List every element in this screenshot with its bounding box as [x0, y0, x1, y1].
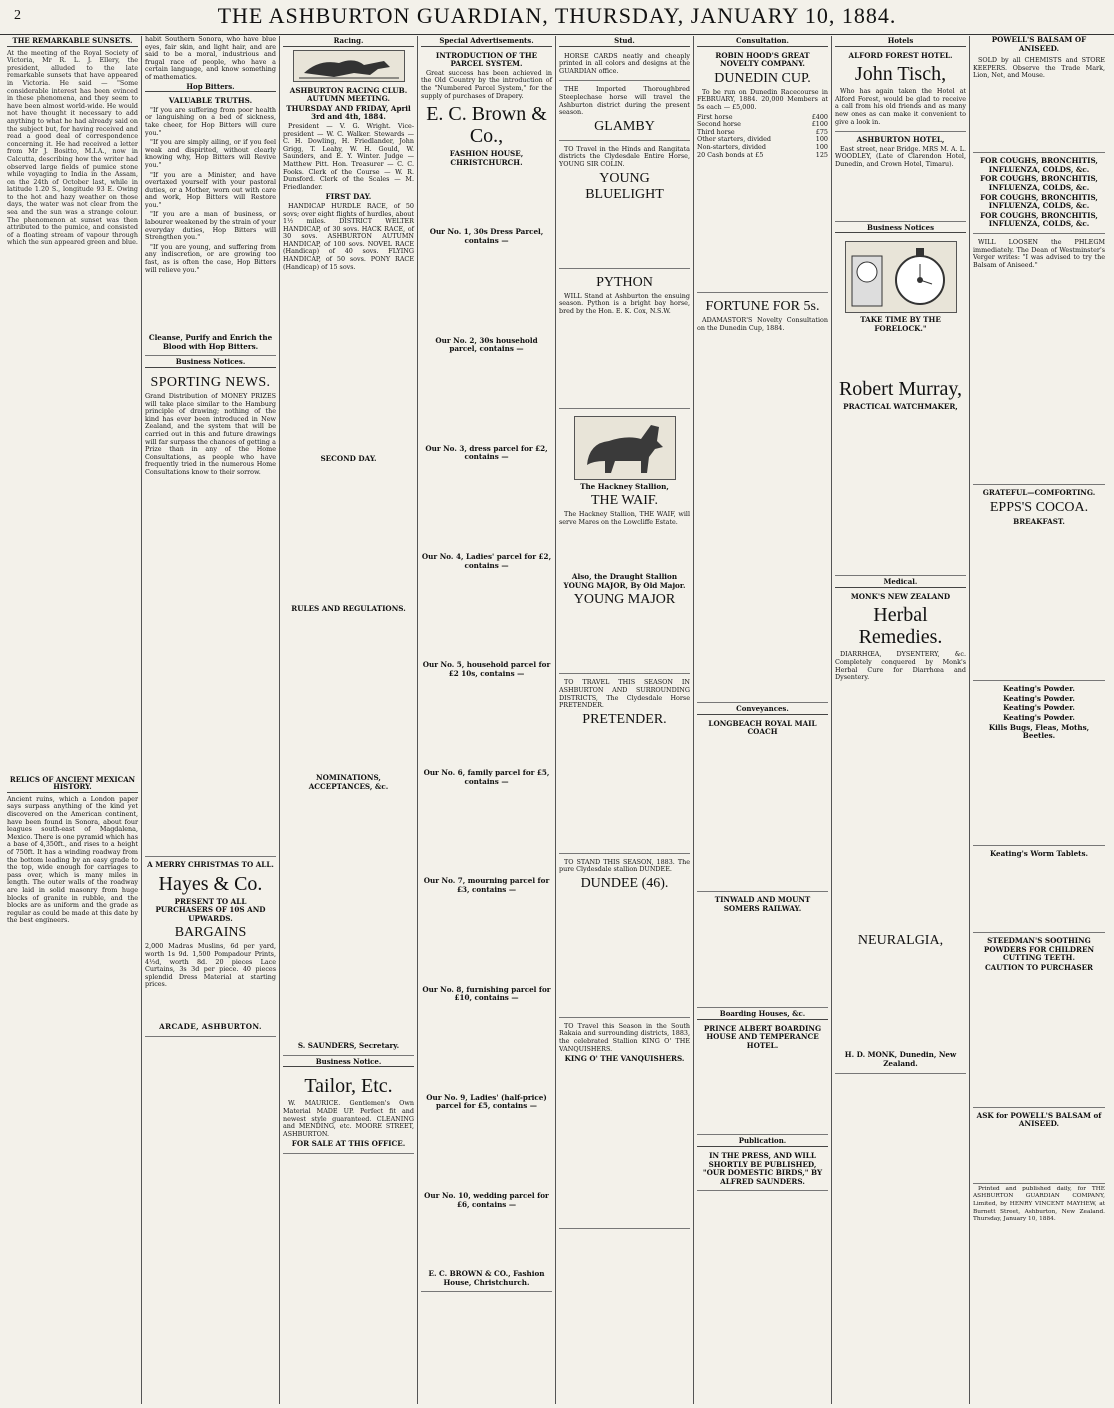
- parcel-item: Our No. 8, furnishing parcel for £10, contains —: [422, 984, 551, 1003]
- ask-powell-ad: [973, 1110, 1105, 1184]
- prize-value: 125: [815, 150, 828, 159]
- prince-albert-title: PRINCE ALBERT BOARDING HOUSE AND TEMPERANCE HOTEL.: [703, 1023, 822, 1050]
- dundee-ad: [559, 856, 690, 1018]
- the-waif-intro: The Hackney Stallion,: [580, 481, 669, 491]
- sporting-news-title: SPORTING NEWS.: [150, 375, 271, 390]
- article-heading-mexican: RELICS OF ANCIENT MEXICAN HISTORY.: [7, 776, 138, 793]
- section-conveyances: Conveyances.: [697, 705, 828, 715]
- hayes-subtitle: PRESENT TO ALL PURCHASERS OF 10S AND UPWARDS.: [155, 896, 266, 923]
- racing-rules: RULES AND REGULATIONS.: [291, 603, 406, 613]
- section-business-notices: Business Notices.: [145, 358, 276, 368]
- steedman-title: STEEDMAN'S SOOTHING POWDERS FOR CHILDREN CUTTING TEETH.: [983, 936, 1095, 963]
- section-business-notice: Business Notice.: [283, 1058, 414, 1068]
- powell-balsam-ad: [973, 54, 1105, 153]
- ask-powell-title: ASK for POWELL'S BALSAM of ANISEED.: [976, 1110, 1102, 1129]
- racing-first-day: FIRST DAY.: [325, 192, 372, 202]
- hop-bitters-line: "If you are young, and suffering from any indiscretion, or are growing too fast, as is often the case, Hop Bitters will relieve you.": [145, 242, 276, 274]
- ashburton-hotel-title: ASHBURTON HOTEL,: [856, 135, 945, 145]
- pretender-intro: TO TRAVEL THIS SEASON IN ASHBURTON AND SURROUNDING DISTRICTS, The Clydesdale Horse PRETENDER.: [559, 678, 690, 710]
- tailor-ad: [283, 1070, 414, 1154]
- young-bluelight-ad: [559, 143, 690, 269]
- parcel-system-intro: Great success has been achieved in the Old Country by the introduction of the "Numbered Parcel System," for the supply of purchases of Drapery.: [421, 68, 552, 100]
- neuralgia-title: NEURALGIA,: [857, 933, 944, 949]
- epps-cocoa-name: EPPS'S COCOA.: [989, 499, 1089, 515]
- keatings-worm-ad: [973, 848, 1105, 934]
- glamby-name: GLAMBY: [594, 118, 655, 134]
- the-waif-body: The Hackney Stallion, THE WAIF, will serve Mares on the Lowcliffe Estate.: [559, 510, 690, 526]
- king-vanquishers-ad: [559, 1020, 690, 1229]
- ec-brown-address: FASHION HOUSE, CHRISTCHURCH.: [449, 149, 524, 167]
- prize-label: First horse: [697, 112, 733, 121]
- keatings-powder-ad: [973, 683, 1105, 846]
- herbal-remedies-title: Herbal Remedies.: [858, 604, 943, 649]
- keatings-line: Keating's Powder.: [1003, 684, 1075, 694]
- john-tisch-name: John Tisch,: [854, 63, 947, 86]
- keatings-worm-title: Keating's Worm Tablets.: [989, 848, 1089, 858]
- hayes-body: 2,000 Madras Muslins, 6d per yard, worth 1s 9d. 1,500 Pompadour Prints, 4½d, worth 8d. 20 pieces Lace Curtains, 3s 3d per piece. 40 pieces splendid Dress Material at starting prices.: [145, 942, 276, 989]
- column-6: [694, 36, 832, 1404]
- powell-balsam-title: POWELL'S BALSAM OF ANISEED.: [991, 36, 1087, 53]
- sporting-news-body: Grand Distribution of MONEY PRIZES will take place similar to the Hamburg principle of drawing; nothing of the kind has ever been introduced in New Zealand, and the system that will be carried out in this and future drawings will far surpass the chances of getting a Prize than in any of the Home Consultations, as people who have frequently tried in the numerous Home Consultations know to their sorrow.: [145, 392, 276, 476]
- alford-forest-ad: [835, 50, 966, 133]
- keatings-line: Keating's Powder.: [1003, 703, 1075, 713]
- monk-remedies-ad: [835, 591, 966, 1074]
- section-boarding: Boarding Houses, &c.: [697, 1010, 828, 1020]
- racing-secretary: S. SAUNDERS, Secretary.: [297, 1041, 400, 1051]
- horse-cards-text: HORSE CARDS neatly and cheaply printed in all colors and designs at the GUARDIAN office.: [559, 51, 690, 75]
- coughs-line: FOR COUGHS, BRONCHITIS, INFLUENZA, COLDS, &c.: [980, 174, 1098, 192]
- young-bluelight-name: YOUNG BLUELIGHT: [585, 170, 664, 202]
- phlegm-body: WILL LOOSEN the PHLEGM immediately. The Dean of Westminster's Verger writes: "I was advised to try the Balsam of Aniseed.": [973, 237, 1105, 269]
- parcel-item: Our No. 1, 30s Dress Parcel, contains —: [429, 227, 544, 245]
- glamby-intro: THE Imported Thoroughbred Steeplechase horse will travel the Ashburton district during the present season.: [559, 85, 690, 117]
- tinwald-railway-title: TINWALD AND MOUNT SOMERS RAILWAY.: [714, 894, 811, 913]
- coughs-line: FOR COUGHS, BRONCHITIS, INFLUENZA, COLDS, &c.: [980, 192, 1098, 211]
- tailor-title: Tailor, Etc.: [304, 1075, 393, 1098]
- prize-label: Other starters, divided: [697, 135, 772, 144]
- section-racing: Racing.: [283, 37, 414, 47]
- python-body: WILL Stand at Ashburton the ensuing season. Python is a bright bay horse, bred by the Hon. E. K. Cox, N.S.W.: [559, 291, 690, 315]
- python-name: PYTHON: [596, 274, 653, 290]
- young-major-name: YOUNG MAJOR: [573, 592, 676, 608]
- keatings-kills: Kills Bugs, Fleas, Moths, Beetles.: [988, 722, 1090, 741]
- prince-albert-ad: [697, 1023, 828, 1136]
- sporting-news-ad: [145, 371, 276, 857]
- robert-murray-ad: [835, 236, 966, 576]
- hop-bitters-subtitle: VALUABLE TRUTHS.: [168, 96, 253, 106]
- robert-murray-name: Robert Murray,: [838, 377, 963, 400]
- robin-hood-ad: [697, 50, 828, 294]
- hop-bitters-line: "If you are suffering from poor health or languishing on a bed of sickness, take cheer, for Hop Bitters will cure you.": [145, 105, 276, 137]
- pretender-ad: [559, 676, 690, 853]
- column-2: [142, 36, 280, 1404]
- keatings-line: Keating's Powder.: [1003, 712, 1075, 722]
- racing-club-officers: President — V. G. Wright. Vice-president — W. C. Walker. Stewards — C. H. Dowling, H. Friedlander, John Grigg, T. Leahy, W. H. Gould, W. Saunders, and E. Y. Winter. Judge — Matthew Pitt. Hon. Treasurer — C. C. Fooks. Clerk of the Course — W. R. Dunsford. Clerk of the Scales — M. Friedlander.: [283, 121, 414, 191]
- parcel-system-ad: [421, 50, 552, 1293]
- robert-murray-trade: PRACTICAL WATCHMAKER,: [843, 401, 958, 411]
- newspaper-title: THE ASHBURTON GUARDIAN, THURSDAY, JANUARY 10, 1884.: [217, 3, 897, 28]
- prize-label: Second horse: [697, 120, 741, 129]
- parcel-item: Our No. 3, dress parcel for £2, contains —: [425, 443, 548, 462]
- prize-row: [697, 152, 828, 160]
- prize-value: 100: [815, 142, 828, 151]
- epps-cocoa-tagline: GRATEFUL—COMFORTING.: [982, 487, 1096, 497]
- horse-cards-ad: [559, 50, 690, 82]
- section-business-notices-2: Business Notices: [835, 224, 966, 234]
- robin-hood-title: ROBIN HOOD'S GREAT NOVELTY COMPANY.: [715, 50, 810, 69]
- section-consultation: Consultation.: [697, 37, 828, 47]
- article-body-mexican: Ancient ruins, which a London paper says surpass anything of the kind yet discovered on the American continent, have been found in Sonora, about four leagues south-east of Magdalena, Mexico. There is one pyramid which has a base of 4,350ft., and rises to a height of 750ft. It has a winding roadway from the bottom leading by an easy grade to the top, wide enough for carriages to pass over, which is many miles in length. The outer walls of the roadway are laid in solid masonry from huge blocks of granite in rubble, and the blocks are as uniform and the grade as regular as could be made at this date by the best engineers.: [7, 794, 138, 925]
- section-stud: Stud.: [559, 37, 690, 47]
- parcel-system-title: INTRODUCTION OF THE PARCEL SYSTEM.: [435, 50, 538, 69]
- prize-value: £75: [815, 127, 828, 136]
- imprint: Printed and published daily, for THE ASHBURTON GUARDIAN COMPANY, Limited, by HENRY VINCENT MAYHEW, at Burnett Street, Ashburton, New Zealand. Thursday, January 10, 1884.: [973, 1185, 1105, 1223]
- parcel-item: Our No. 5, household parcel for £2 10s, contains —: [422, 660, 551, 678]
- tinwald-railway-ad: [697, 894, 828, 1008]
- monk-footer: H. D. MONK, Dunedin, New Zealand.: [844, 1050, 957, 1068]
- section-publication: Publication.: [697, 1137, 828, 1147]
- king-vanquishers-name: KING O' THE VANQUISHERS.: [564, 1054, 685, 1064]
- adamastor-ad: [697, 295, 828, 703]
- prize-label: Third horse: [697, 127, 735, 136]
- parcel-item: Our No. 6, family parcel for £5, contains —: [423, 768, 550, 786]
- column-5: [556, 36, 694, 1404]
- parcel-item: Our No. 4, Ladies' parcel for £2, contains —: [421, 551, 552, 570]
- column-4: [418, 36, 556, 1404]
- python-ad: [559, 271, 690, 409]
- fortune-title: FORTUNE FOR 5s.: [705, 299, 820, 315]
- masthead: [0, 0, 1114, 35]
- hop-bitters-line: "If you are simply ailing, or if you feel weak and dispirited, without clearly knowing why, Hop Bitters will Revive you.": [145, 138, 276, 169]
- hop-bitters-line: "If you are a Minister, and have overtaxed yourself with your pastoral duties, or a Mother, worn out with care and work, Hop Bitters will Restore you.": [145, 170, 276, 209]
- section-special-ads: Special Advertisements.: [421, 37, 552, 47]
- parcel-item: Our No. 9, Ladies' (half-price) parcel for £5, contains —: [426, 1092, 547, 1111]
- racing-races: HANDICAP HURDLE RACE, of 50 sovs; over eight flights of hurdles, about 1½ miles. DISTRICT WELTER HANDICAP, of 30 sovs. HACK RACE, of 30 sovs. ASHBURTON AUTUMN HANDICAP, of 100 sovs. NOVEL RACE (Handicap) of 40 sovs. FLYING HANDICAP, of 50 sovs. PONY RACE (Handicap) of 15 sovs.: [283, 201, 414, 271]
- longbeach-coach-ad: [697, 718, 828, 892]
- parcel-item: Our No. 2, 30s household parcel, contains —: [435, 335, 538, 354]
- forelock-caption: TAKE TIME BY THE FORELOCK.": [860, 315, 941, 333]
- adamastor-body: ADAMASTOR'S Novelty Consultation on the Dunedin Cup, 1884.: [697, 316, 828, 332]
- prize-value: £100: [811, 120, 828, 129]
- section-hop-bitters: Hop Bitters.: [145, 83, 276, 93]
- robin-hood-body: To be run on Dunedin Racecourse in FEBRUARY, 1884. 20,000 Members at 5s each — £5,000.: [697, 87, 828, 111]
- column-8: [970, 36, 1108, 1404]
- hop-bitters-ad: [145, 95, 276, 356]
- article-body-sunsets: At the meeting of the Royal Society of Victoria, Mr R. L. J. Ellery, the president, alluded to the late remarkable sunsets that have appeared in Victoria. He said — "Some considerable interest has been evinced in these phenomena, and they seem to have been almost world-wide. He would not have thought it necessary to add anything to what he had already said on the subject but, for having received and read a good deal of correspondence concerning it. He had received a letter from Mr J. Bositto, M.I.A., now in Calcutta, describing how the writer had observed large fields of pumice stone while voyaging to India in the Assam, on the 24th of October last, while in latitude 1.20 S., longitude 93 E. Owing to the hot and hazy weather on those days, the water was not clear from the sea and the sun was a strange colour. The phenomenon at sunset was then attributed to the pumice, and consisted of a floating stream of vapour through which the sun appeared green and blue.: [7, 48, 138, 247]
- dundee-name: DUNDEE (46).: [580, 875, 669, 891]
- prize-value: 100: [815, 135, 828, 144]
- hayes-bargains: BARGAINS: [174, 925, 247, 941]
- the-waif-name: THE WAIF.: [590, 493, 659, 509]
- stallion-icon: [574, 416, 676, 480]
- parcel-item: Our No. 10, wedding parcel for £6, contains —: [424, 1191, 549, 1209]
- prize-label: Non-starters, divided: [697, 142, 766, 151]
- dundee-intro: TO STAND THIS SEASON, 1883. The pure Clydesdale stallion DUNDEE.: [559, 857, 690, 874]
- steedman-ad: [973, 935, 1105, 1107]
- racing-club-title: ASHBURTON RACING CLUB. AUTUMN MEETING.: [289, 85, 408, 104]
- racing-second-day: SECOND DAY.: [320, 453, 377, 463]
- dunedin-cup-title: DUNEDIN CUP.: [714, 70, 811, 86]
- column-7: [832, 36, 970, 1404]
- article-heading-sunsets: THE REMARKABLE SUNSETS.: [7, 37, 138, 47]
- racing-club-ad: [283, 85, 414, 1056]
- powell-balsam-body: SOLD by all CHEMISTS and STORE KEEPERS. Observe the Trade Mark, Lion, Net, and Mouse.: [973, 56, 1105, 80]
- alford-forest-title: ALFORD FOREST HOTEL.: [848, 50, 953, 60]
- monk-remedies-sub: MONK'S NEW ZEALAND: [850, 591, 951, 601]
- hayes-ad: [145, 859, 276, 1037]
- article-continuation: habit Southern Sonora, who have blue eyes, fair skin, and light hair, and are said to be a moral, industrious and frugal race of people, who have a certain language, and know something of mathematics.: [145, 36, 276, 81]
- domestic-birds-ad: [697, 1150, 828, 1191]
- column-1: [4, 36, 142, 1404]
- for-sale-notice: FOR SALE AT THIS OFFICE.: [291, 1139, 406, 1149]
- section-hotels: Hotels: [835, 37, 966, 47]
- page-number: 2: [14, 8, 21, 23]
- young-bluelight-intro: TO Travel in the Hinds and Rangitata districts the Clydesdale Entire Horse, YOUNG SIR COLIN.: [559, 144, 690, 168]
- glamby-ad: [559, 83, 690, 140]
- racing-club-dates: THURSDAY AND FRIDAY, April 3rd and 4th, 1884.: [286, 103, 411, 122]
- watch-and-clock-icon: [845, 241, 957, 313]
- hop-bitters-footer: Cleanse, Purify and Enrich the Blood with Hop Bitters.: [148, 333, 273, 351]
- epps-cocoa-ad: [973, 487, 1105, 681]
- monk-remedies-body: DIARRHŒA, DYSENTERY, &c. Completely conquered by Monk's Herbal Cure for Diarrhœa and Dysentery.: [835, 650, 966, 682]
- alford-forest-body: Who has again taken the Hotel at Alford Forest, would be glad to receive a call from his old friends and as many new ones as can make it convenient to give a look in.: [835, 87, 966, 126]
- epps-cocoa-sub: BREAKFAST.: [1013, 516, 1065, 526]
- domestic-birds-title: IN THE PRESS, AND WILL SHORTLY BE PUBLISHED, "OUR DOMESTIC BIRDS," BY ALFRED SAUNDERS.: [702, 1151, 823, 1186]
- columns: [4, 36, 1110, 1404]
- racehorse-icon: [293, 50, 405, 82]
- section-medical: Medical.: [835, 578, 966, 588]
- hayes-footer: ARCADE, ASHBURTON.: [159, 1022, 262, 1032]
- longbeach-coach-title: LONGBEACH ROYAL MAIL COACH: [708, 718, 817, 737]
- column-3: [280, 36, 418, 1404]
- pretender-name: PRETENDER.: [582, 711, 667, 727]
- ec-brown-name: E. C. Brown & Co.,: [426, 103, 547, 148]
- prize-value: £400: [811, 112, 828, 121]
- prize-label: 20 Cash bonds at £5: [697, 150, 764, 159]
- king-vanquishers-intro: TO Travel this Season in the South Rakaia and surrounding districts, 1883, the celebrated Stallion KING O' THE VANQUISHERS.: [559, 1021, 690, 1053]
- coughs-line: FOR COUGHS, BRONCHITIS, INFLUENZA, COLDS, &c.: [980, 210, 1098, 229]
- coughs-ad: [973, 155, 1105, 234]
- the-waif-ad: [559, 411, 690, 675]
- hayes-heading: A MERRY CHRISTMAS TO ALL.: [147, 860, 274, 869]
- ashburton-hotel-body: East street, near Bridge. MRS M. A. L. WOODLEY, (Late of Clarendon Hotel, Dunedin, and Crown Hotel, Timaru).: [835, 144, 966, 168]
- parcel-item: Our No. 7, mourning parcel for £3, contains —: [423, 876, 550, 895]
- phlegm-ad: [973, 236, 1105, 485]
- steedman-caution: CAUTION TO PURCHASER: [984, 963, 1094, 973]
- tailor-body: W. MAURICE. Gentlemen's Own Material MADE UP. Perfect fit and newest style guaranteed. CLEANING and MENDING, etc. MOORE STREET, ASHBURTON.: [283, 1099, 414, 1138]
- hayes-name: Hayes & Co.: [158, 872, 263, 895]
- hop-bitters-line: "If you are a man of business, or labourer weakened by the strain of your everyday duties, Hop Bitters will Strengthen you.": [145, 210, 276, 242]
- keatings-line: Keating's Powder.: [1003, 693, 1075, 703]
- coughs-line: FOR COUGHS, BRONCHITIS, INFLUENZA, COLDS, &c.: [980, 156, 1098, 174]
- ec-brown-footer: E. C. BROWN & CO., Fashion House, Christchurch.: [428, 1269, 545, 1287]
- young-major-intro: Also, the Draught Stallion YOUNG MAJOR, By Old Major.: [563, 572, 686, 590]
- article-body-sunsets-cont: [7, 248, 138, 256]
- racing-nominations: NOMINATIONS, ACCEPTANCES, &c.: [308, 773, 389, 791]
- ashburton-hotel-ad: [835, 134, 966, 222]
